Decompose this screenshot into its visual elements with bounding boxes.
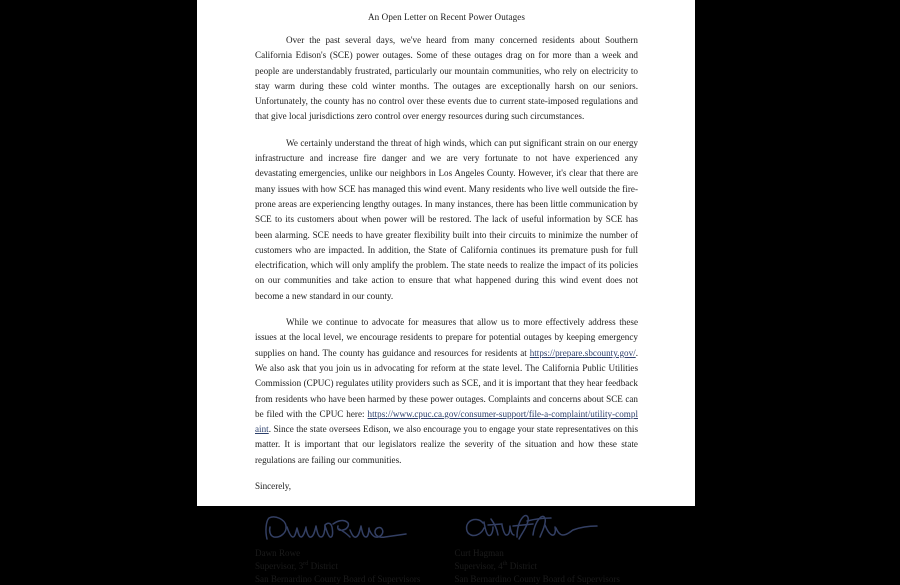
- dawn-rowe-signature-icon: [261, 513, 447, 543]
- paragraph-2: We certainly understand the threat of high winds, which can put significant strain on our energy infrastructure and increase fire danger and we are very fortunate to not have experienced any devastating emergencies, unlike our neighbors in Los Angeles County. However, it's clear that there are many issues with how SCE has managed this wind event. Many residents who live well outside the fire-prone areas are experiencing lengthy outages. In many instances, there has been little communication by SCE to its customers about when power will be restored. The lack of useful information by SCE has been alarming. SCE needs to have greater flexibility built into their circuits to minimize the number of customers who are impacted. In addition, the State of California continues its premature push for full electrification, which will only amplify the problem. The state needs to realize the impact of its policies on our communities and take action to ensure that what happened during this wind event does not become a new standard in our county.: [255, 136, 638, 304]
- signatory-title-ordinal: th: [503, 560, 508, 567]
- signatory-name: Curt Hagman: [455, 547, 639, 560]
- signatory-dawn-rowe: [255, 513, 447, 585]
- document-page: [197, 0, 695, 506]
- signatory-title-prefix: Supervisor, 4: [455, 561, 503, 571]
- paragraph-3-part-3: . Since the state oversees Edison, we also encourage you to engage your state representatives on this matter. It is important that our legislators realize the severity of the situation and how these state regulations are failing our communities.: [255, 424, 638, 465]
- signatory-title-prefix: Supervisor, 3: [255, 561, 303, 571]
- paragraph-3-part-2: . We also ask that you join us in advocating for reform at the state level. The California Public Utilities Commission (CPUC) regulates utility providers such as SCE, and it is important that they hear feedback from residents who have been harmed by these power outages. Complaints and concerns about SCE can be filed with the CPUC here:: [255, 348, 638, 419]
- signatory-title-ordinal: rd: [303, 560, 308, 567]
- curt-hagman-signature-icon: [461, 513, 639, 543]
- signature-block: [255, 513, 638, 585]
- paragraph-3-part-1: While we continue to advocate for measures that allow us to more effectively address these issues at the local level, we encourage residents to prepare for potential outages by keeping emergency supplies on hand. The county has guidance and resources for residents at: [255, 317, 638, 358]
- prepare-sbcounty-link[interactable]: https://prepare.sbcounty.gov/: [530, 348, 636, 358]
- cpuc-complaint-link[interactable]: https://www.cpuc.ca.gov/consumer-support/file-a-complaint/utility-complaint: [255, 409, 638, 434]
- signatory-title: [455, 560, 639, 573]
- paragraph-3: [255, 315, 638, 468]
- signatory-organization: San Bernardino County Board of Supervisors: [255, 573, 447, 585]
- page-title: An Open Letter on Recent Power Outages: [255, 11, 638, 24]
- paragraph-1: Over the past several days, we've heard from many concerned residents about Southern California Edison's (SCE) power outages. Some of these outages drag on for more than a week and people are understandably frustrated, particularly our mountain communities, who rely on electricity to stay warm during these cold winter months. The outages are exceptionally harsh on our seniors. Unfortunately, the county has no control over these events due to current state-imposed regulations and that give local jurisdictions zero control over energy resources during such circumstances.: [255, 33, 638, 125]
- signatory-name: Dawn Rowe: [255, 547, 447, 560]
- signatory-curt-hagman: [447, 513, 639, 585]
- closing-salutation: Sincerely,: [255, 479, 638, 494]
- signatory-title: [255, 560, 447, 573]
- signatory-title-suffix: District: [507, 561, 537, 571]
- signatory-title-suffix: District: [308, 561, 338, 571]
- signatory-organization: San Bernardino County Board of Supervisors: [455, 573, 639, 585]
